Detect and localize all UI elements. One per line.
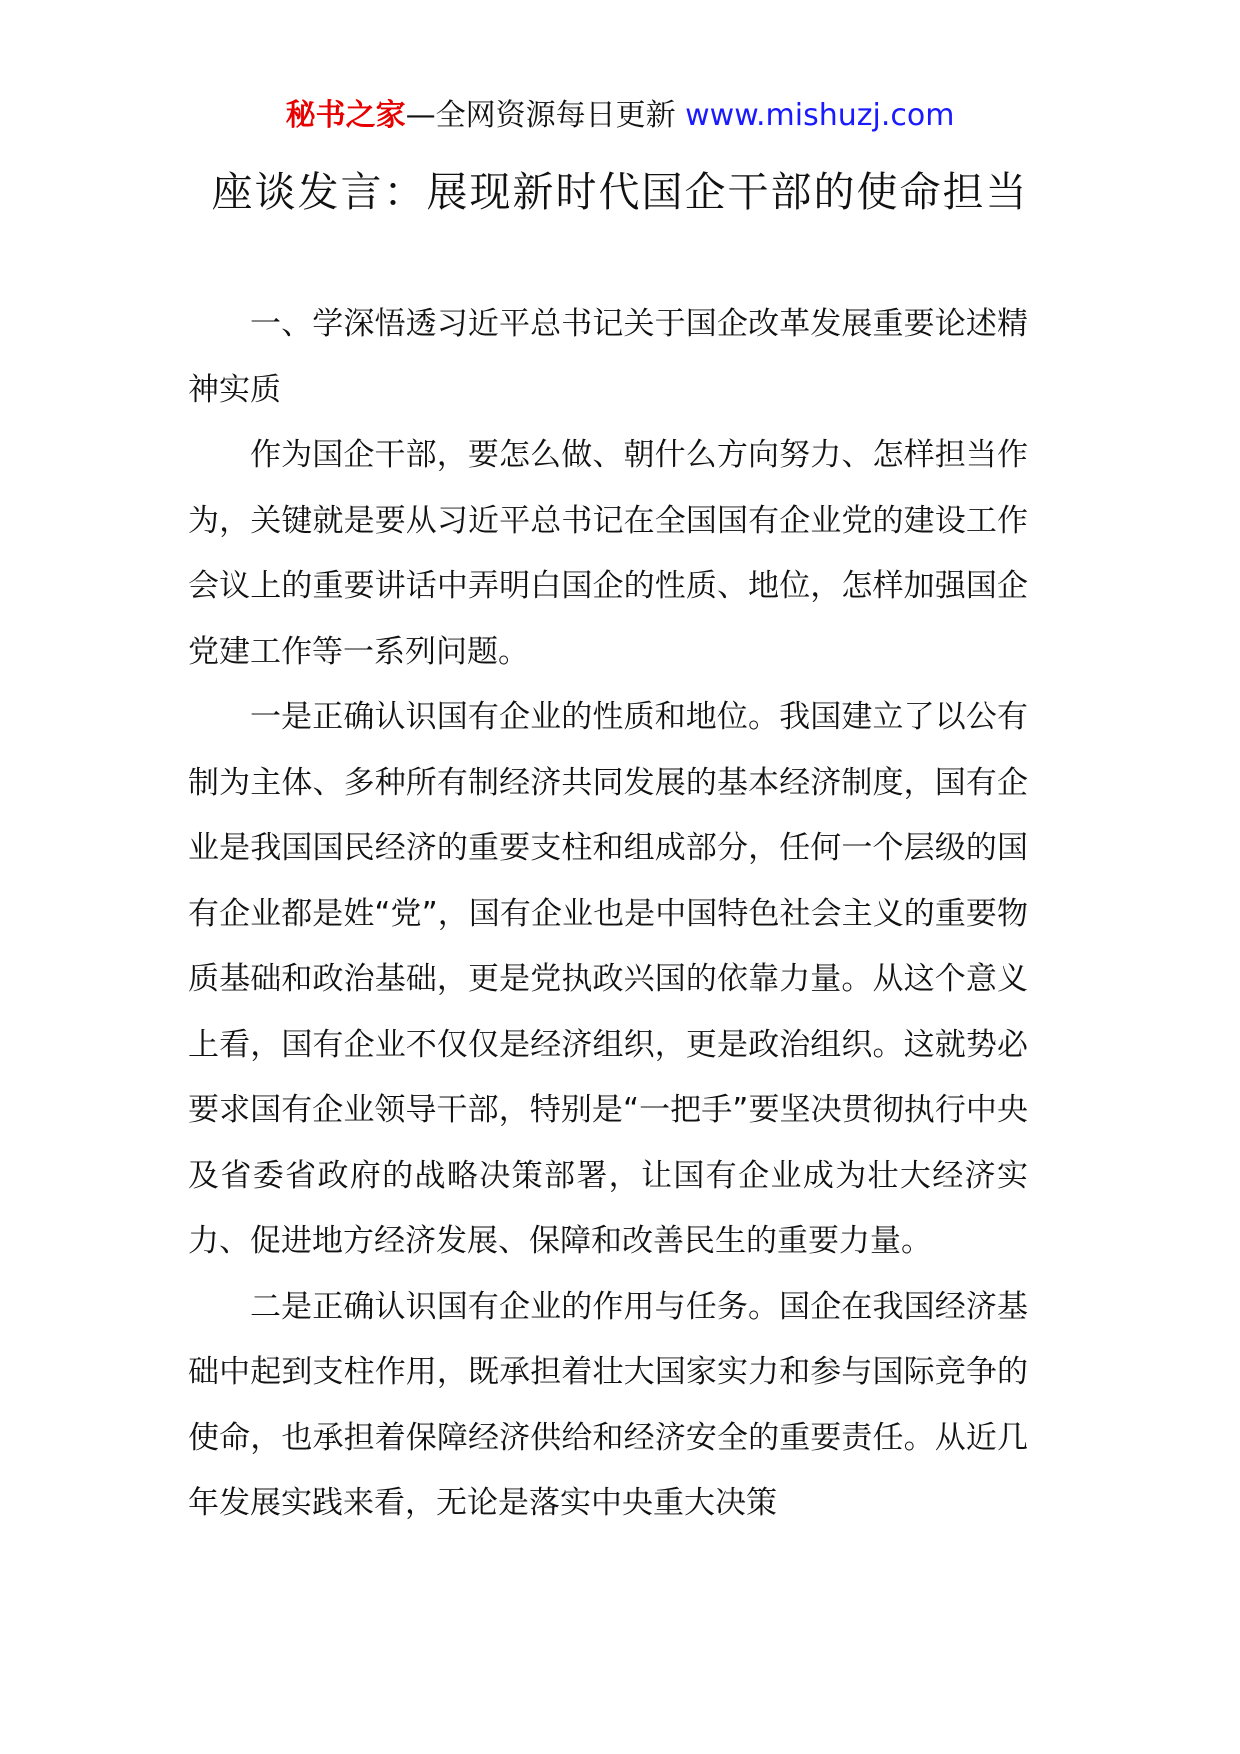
site-banner [0, 96, 1240, 136]
banner-tagline: —全网资源每日更新 [405, 98, 686, 133]
document-title: 座谈发言：展现新时代国企干部的使命担当 [211, 168, 1029, 216]
brand-name: 秘书之家 [285, 98, 406, 133]
body-paragraph: 作为国企干部，要怎么做、朝什么方向努力、怎样担当作为，关键就是要从习近平总书记在全国国有企业党的建设工作会议上的重要讲话中弄明白国企的性质、地位，怎样加强国企党建工作等一系列问题。 [188, 437, 1028, 670]
body-paragraph: 一是正确认识国有企业的性质和地位。我国建立了以公有制为主体、多种所有制经济共同发展的基本经济制度，国有企业是我国国民经济的重要支柱和组成部分，任何一个层级的国有企业都是姓“党”，国有企业也是中国特色社会主义的重要物质基础和政治基础，更是党执政兴国的依靠力量。从这个意义上看，国有企业不仅仅是经济组织，更是政治组织。这就势必要求国有企业领导干部，特别是“一把手”要坚决贯彻执行中央及省委省政府的战略决策部署，让国有企业成为壮大经济实力、促进地方经济发展、保障和改善民生的重要力量。 [188, 699, 1028, 1259]
section-heading: 一、学深悟透习近平总书记关于国企改革发展重要论述精神实质 [188, 306, 1028, 408]
document-body [188, 292, 1028, 1537]
body-paragraph: 二是正确认识国有企业的作用与任务。国企在我国经济基础中起到支柱作用，既承担着壮大国家实力和参与国际竞争的使命，也承担着保障经济供给和经济安全的重要责任。从近几年发展实践来看，无论是落实中央重大决策 [188, 1288, 1028, 1521]
site-url-link[interactable]: www.mishuzj.com [685, 98, 955, 133]
